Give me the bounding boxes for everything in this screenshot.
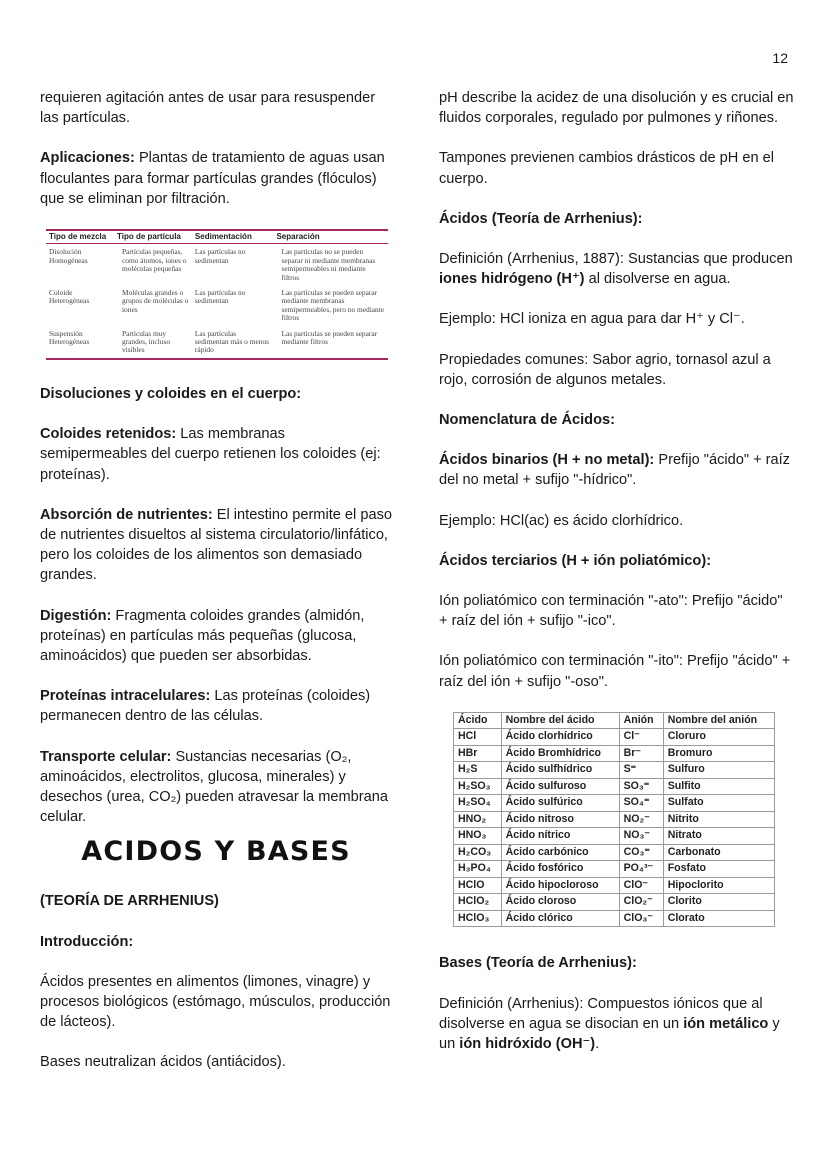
anion-name: Bromuro — [663, 745, 774, 762]
table-header: Nombre del ácido — [501, 712, 619, 729]
acid-formula: H₂SO₃ — [454, 778, 502, 795]
table-header: Ácido — [454, 712, 502, 729]
page-number: 12 — [772, 50, 788, 66]
anion-formula: Cl⁻ — [619, 729, 663, 746]
acid-name: Ácido clórico — [501, 910, 619, 927]
paragraph: Ejemplo: HCl ioniza en agua para dar H⁺ y Cl⁻. — [439, 311, 745, 328]
separation-cell: Las partículas se pueden separar mediante filtros — [273, 326, 388, 359]
acid-nomenclature-table — [453, 712, 775, 928]
acid-formula: H₂S — [454, 762, 502, 779]
table-row — [46, 244, 388, 285]
table-row — [454, 778, 775, 795]
acid-name: Ácido hipocloroso — [501, 877, 619, 894]
sedimentation-cell: Las partículas sedimentan más o menos rápido — [192, 326, 274, 359]
acid-name: Ácido sulfhídrico — [501, 762, 619, 779]
acid-name: Ácido Bromhídrico — [501, 745, 619, 762]
theory-subtitle: (TEORÍA DE ARRHENIUS) — [40, 893, 219, 910]
table-header: Tipo de mezcla — [46, 230, 114, 244]
table-row — [46, 326, 388, 359]
mixture-types-table — [46, 229, 388, 360]
def-bold: ión metálico — [683, 1015, 769, 1032]
acid-name: Ácido nítrico — [501, 828, 619, 845]
def-bold: iones hidrógeno (H⁺) — [439, 271, 585, 288]
paragraph: requieren agitación antes de usar para resuspender las partículas. — [40, 90, 376, 127]
anion-formula: NO₂⁻ — [619, 811, 663, 828]
anion-name: Sulfuro — [663, 762, 774, 779]
item-text: Las membranas semipermeables del cuerpo retienen los coloides (ej: proteínas). — [40, 426, 381, 483]
table-row — [454, 811, 775, 828]
acid-name: Ácido sulfuroso — [501, 778, 619, 795]
acid-formula: HClO₂ — [454, 894, 502, 911]
acid-definition — [439, 249, 794, 289]
table-row — [46, 285, 388, 326]
acid-formula: H₂SO₄ — [454, 795, 502, 812]
table-row — [454, 910, 775, 927]
mixture-subtype: Heterogéneas — [49, 296, 90, 306]
def-text: Definición (Arrhenius): Compuestos iónicos que al disolverse en agua se disocian en un — [439, 995, 763, 1032]
sedimentation-cell: Las partículas no sedimentan — [194, 247, 246, 265]
table-row — [454, 894, 775, 911]
table-header: Tipo de partícula — [114, 230, 192, 244]
intro-heading: Introducción: — [40, 933, 134, 950]
bases-definition — [439, 994, 794, 1055]
aplicaciones-paragraph — [40, 148, 392, 209]
acid-formula: HNO₃ — [454, 828, 502, 845]
acids-heading: Ácidos (Teoría de Arrhenius): — [439, 210, 643, 227]
anion-name: Cloruro — [663, 729, 774, 746]
paragraph: pH describe la acidez de una disolución y es crucial en fluidos corporales, regulado por pulmones y riñones. — [439, 90, 794, 127]
particle-cell: Partículas pequeñas, como átomos, iones o moléculas pequeñas — [122, 247, 187, 274]
mixture-subtype: Heterogéneas — [49, 337, 90, 347]
def-text: al disolverse en agua. — [584, 271, 731, 288]
acid-formula: HBr — [454, 745, 502, 762]
anion-formula: ClO₂⁻ — [619, 894, 663, 911]
acid-name: Ácido carbónico — [501, 844, 619, 861]
anion-formula: S⁼ — [619, 762, 663, 779]
anion-name: Sulfato — [663, 795, 774, 812]
paragraph: Ácidos presentes en alimentos (limones, vinagre) y procesos biológicos (estómago, músculos, producción de lácteos). — [40, 973, 391, 1031]
anion-formula: ClO₃⁻ — [619, 910, 663, 927]
anion-name: Sulfito — [663, 778, 774, 795]
aplicaciones-label: Aplicaciones: — [40, 150, 135, 167]
anion-name: Carbonato — [663, 844, 774, 861]
separation-cell: Las partículas se pueden separar mediante membranas semipermeables, pero no mediante filtros — [281, 288, 385, 323]
item-label: Digestión: — [40, 607, 112, 624]
section-heading: Disoluciones y coloides en el cuerpo: — [40, 385, 302, 402]
mixture-type: Coloide — [49, 288, 73, 298]
anion-name: Fosfato — [663, 861, 774, 878]
table-header: Nombre del anión — [663, 712, 774, 729]
particle-cell: Partículas muy grandes, incluso visibles — [114, 326, 192, 359]
acid-formula: H₂CO₃ — [454, 844, 502, 861]
table-row — [454, 745, 775, 762]
item-text: Sustancias necesarias (O₂, aminoácidos, electrolitos, glucosa, minerales) y desechos (urea, CO₂) pueden atravesar la membrana celular. — [40, 748, 388, 826]
acid-formula: HClO₃ — [454, 910, 502, 927]
mixture-type: Suspensión — [49, 328, 83, 338]
aplicaciones-text: Plantas de tratamiento de aguas usan floculantes para formar partículas grandes (flóculos) que se eliminan por filtración. — [40, 150, 385, 207]
anion-formula: Br⁻ — [619, 745, 663, 762]
acid-formula: HClO — [454, 877, 502, 894]
anion-formula: NO₃⁻ — [619, 828, 663, 845]
mixture-type: Disolución — [49, 247, 82, 257]
table-row — [454, 762, 775, 779]
left-column — [40, 88, 392, 1093]
item-label: Coloides retenidos: — [40, 426, 177, 443]
table-header: Separación — [273, 230, 388, 244]
table-row — [454, 828, 775, 845]
list-item — [40, 686, 392, 726]
list-item — [40, 747, 392, 828]
binary-text: Prefijo "ácido" + raíz del no metal + sufijo "-hídrico". — [439, 452, 790, 489]
separation-cell: Las partículas no se pueden separar ni mediante membranas semipermeables ni mediante filtros — [281, 247, 376, 282]
acid-name: Ácido nitroso — [501, 811, 619, 828]
anion-name: Clorato — [663, 910, 774, 927]
anion-formula: SO₃⁼ — [619, 778, 663, 795]
anion-formula: CO₃⁼ — [619, 844, 663, 861]
list-item — [40, 505, 392, 586]
acid-formula: HCl — [454, 729, 502, 746]
table-header: Anión — [619, 712, 663, 729]
right-column — [439, 88, 794, 1074]
acid-name: Ácido clorhídrico — [501, 729, 619, 746]
particle-cell: Moléculas grandes o grupos de moléculas o iones — [122, 288, 189, 314]
def-bold: ión hidróxido (OH⁻) — [459, 1035, 596, 1052]
table-row — [454, 844, 775, 861]
mixture-subtype: Homogéneas — [49, 255, 88, 265]
anion-formula: ClO⁻ — [619, 877, 663, 894]
table-row — [454, 729, 775, 746]
binary-label: Ácidos binarios (H + no metal): — [439, 452, 655, 469]
item-label: Absorción de nutrientes: — [40, 506, 213, 523]
table-header: Sedimentación — [192, 230, 274, 244]
item-label: Proteínas intracelulares: — [40, 688, 211, 705]
table-row — [454, 861, 775, 878]
item-text: El intestino permite el paso de nutrientes disueltos al sistema circulatorio/linfático, pero los coloides de los alimentos son demasiado grandes. — [40, 506, 392, 584]
sedimentation-cell: Las partículas no sedimentan — [194, 288, 246, 306]
paragraph: Bases neutralizan ácidos (antiácidos). — [40, 1054, 286, 1071]
anion-name: Clorito — [663, 894, 774, 911]
bases-heading: Bases (Teoría de Arrhenius): — [439, 955, 637, 972]
anion-name: Nitrito — [663, 811, 774, 828]
paragraph: Tampones previenen cambios drásticos de pH en el cuerpo. — [439, 150, 775, 187]
paragraph: Ión poliatómico con terminación "-ato": Prefijo "ácido" + raíz del ión + sufijo "-ico". — [439, 593, 783, 630]
item-label: Transporte celular: — [40, 748, 172, 765]
item-text: Las proteínas (coloides) permanecen dentro de las células. — [40, 688, 371, 725]
paragraph: Propiedades comunes: Sabor agrio, tornasol azul a rojo, corrosión de algunos metales. — [439, 351, 771, 388]
def-text: y un — [439, 1015, 780, 1052]
item-text: Fragmenta coloides grandes (almidón, proteínas) en partículas más pequeñas (glucosa, aminoácidos) que pueden ser absorbidas. — [40, 607, 365, 664]
acid-name: Ácido cloroso — [501, 894, 619, 911]
binary-acids — [439, 450, 794, 490]
anion-name: Hipoclorito — [663, 877, 774, 894]
acid-name: Ácido sulfúrico — [501, 795, 619, 812]
paragraph: Ión poliatómico con terminación "-ito": Prefijo "ácido" + raíz del ión + sufijo "-oso". — [439, 653, 791, 690]
nomenclature-heading: Nomenclatura de Ácidos: — [439, 412, 615, 429]
acid-name: Ácido fosfórico — [501, 861, 619, 878]
list-item — [40, 606, 392, 667]
anion-formula: SO₄⁼ — [619, 795, 663, 812]
table-row — [454, 877, 775, 894]
def-text: Definición (Arrhenius, 1887): Sustancias que producen — [439, 251, 793, 268]
acid-formula: HNO₂ — [454, 811, 502, 828]
section-title: ACIDOS Y BASES — [81, 836, 351, 868]
anion-name: Nitrato — [663, 828, 774, 845]
paragraph: Ejemplo: HCl(ac) es ácido clorhídrico. — [439, 512, 684, 529]
list-item — [40, 424, 392, 485]
acid-formula: H₃PO₄ — [454, 861, 502, 878]
tertiary-heading: Ácidos terciarios (H + ión poliatómico): — [439, 552, 712, 569]
table-row — [454, 795, 775, 812]
anion-formula: PO₄³⁻ — [619, 861, 663, 878]
def-text: . — [595, 1035, 600, 1052]
